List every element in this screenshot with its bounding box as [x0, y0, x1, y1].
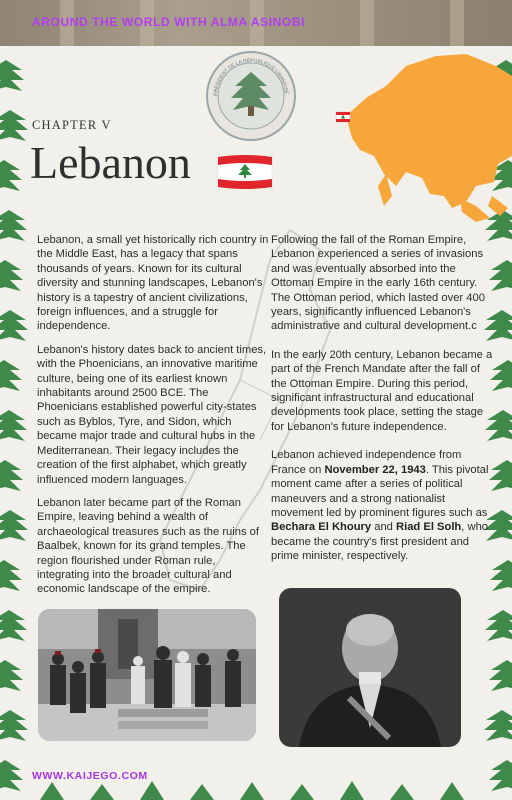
lebanon-marker-icon: [336, 112, 350, 122]
paragraph-ottoman: Following the fall of the Roman Empire, Lebanon experienced a series of invasions and was eventually absorbed into the Ottoman Empire in the early 16th century. The Ottoman period, which lasted over 400 years, significantly influenced Lebanon's administrative and cultural development.c: [271, 234, 485, 333]
website-link[interactable]: WWW.KAIJEGO.COM: [32, 770, 148, 782]
seal-inscription: PRÉSIDENT DE LA RÉPUBLIQUE LIBANAISE: [212, 57, 289, 97]
lebanon-flag-icon: [215, 151, 275, 191]
page-title: Lebanon: [30, 137, 191, 188]
chapter-label: CHAPTER V: [32, 118, 112, 132]
prime-minister-name: Riad El Solh: [396, 521, 462, 534]
portrait-photo: [279, 588, 461, 747]
cedar-border-left: [0, 40, 30, 800]
independence-date: November 22, 1943: [324, 463, 426, 476]
asia-map: [326, 46, 512, 234]
paragraph-independence: Lebanon achieved independence from France on November 22, 1943. This pivotal moment came after a series of political maneuvers and a strong nationalist movement led by prominent figures such as Bechara El Khoury and Riad El Solh, who became the country's first president and prime minister, respectively.: [271, 449, 489, 563]
left-text-column: [37, 233, 269, 606]
historic-crowd-photo: [38, 609, 256, 741]
column-decoration: [450, 0, 464, 46]
header-banner: [0, 0, 512, 46]
paragraph-french-mandate: In the early 20th century, Lebanon became a part of the French Mandate after the fall of the Ottoman Empire. During this period, significant infrastructural and educational developments took place, setting the stage for Lebanon's future independence.: [271, 348, 493, 433]
series-title: AROUND THE WORLD WITH ALMA ASINOBI: [32, 15, 306, 29]
paragraph-intro: Lebanon, a small yet historically rich country in the Middle East, has a legacy that spans thousands of years. Known for its cultural diversity and stunning landscapes, Lebanon's history is a tapestry of ancient civilizations, foreign influences, and a struggle for independence.: [37, 234, 269, 333]
right-text-column: [271, 233, 493, 578]
president-name: Bechara El Khoury: [271, 521, 372, 534]
paragraph-roman: Lebanon later became part of the Roman Empire, leaving behind a wealth of archaeological treasures such as the ruins of Baalbek, known for its grand temples. The region flourished under Roman rule, integrating into the broader cultural and economic landscape of the empire.: [37, 496, 260, 596]
presidential-seal: [205, 50, 297, 142]
paragraph-phoenicians: Lebanon's history dates back to ancient times, with the Phoenicians, an innovative maritime culture, being one of its earliest known inhabitants around 2500 BCE. The Phoenicians established powerful city-states such as Byblos, Tyre, and Sidon, which became major trade and cultural hubs in the Mediterranean. Their legacy includes the creation of the first alphabet, which greatly influenced modern languages.: [37, 343, 267, 486]
column-decoration: [360, 0, 374, 46]
